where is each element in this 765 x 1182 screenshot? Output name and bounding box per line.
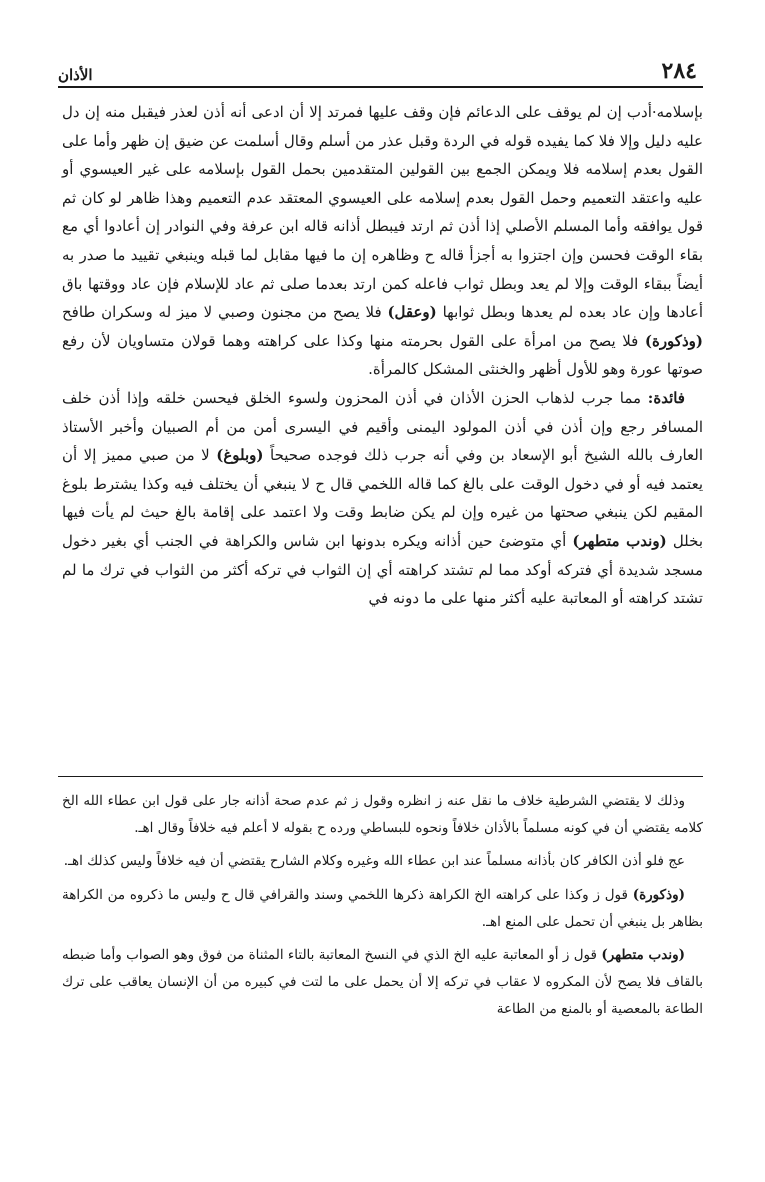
footnote-text: قول ز أو المعاتبة عليه الخ الذي في النسخ المعاتبة بالتاء المثناة من فوق وهو الصواب وأما ضبطه بالقاف فلا يصح لأن المكروه لا عقاب في تركه إلا أن يحمل على ما لتت في كبيره من أن الإنسان يعاقب على ترك الطاعة بالمعصية أو بالمنع من الطاعة [62,947,703,1018]
text-run: أي متوضئ حين أذانه ويكره بدونها ابن شاس والكراهة في الجنب أي بغير دخول مسجد شديدة أي فتركه أوكد مما لم تشتد كراهته أي إن الثواب في تركه أكثر من الثواب في ترك ما لم تشتد كراهته أو المعاتبة عليه أكثر منها على ما دونه في [62,531,703,608]
faida-label: فائدة: [647,388,685,407]
main-text [62,98,703,613]
footnote [62,942,703,1024]
text-run: فلا يصح من مجنون وصبي لا ميز له وسكران طافح [62,303,382,322]
footnote [62,882,703,936]
footnote-keyword: (وذكورة) [632,886,686,903]
keyword-nadb: (وندب متطهر) [572,531,667,550]
header-rule [58,86,703,88]
text-run: بإسلامه·أدب إن لم يوقف على الدعائم فإن وقف عليها فمرتد إلا أن ادعى أنه أذن لعذر فيقبل منه إن دل عليه دليل وإلا فلا كما يفيده قوله في الردة وقبل عذر من أسلم وقال أسلمت عن ضيق إن ظهر وأما على القول بعدم إسلامه فلا ويمكن الجمع بين القولين المتقدمين بحمل القول بإسلامه على غير العيسوي أو عليه واعتقد التعميم وحمل القول بعدم إسلامه على العيسوي المعتقد عدم التعميم وهذا ظاهر لو كان ثم قول يوافقه وأما المسلم الأصلي إذا أذن ثم ارتد فيبطل أذانه قاله ابن عرفة وفي النوادر إن أعادوا أي مع بقاء الوقت فحسن وإن اجتزوا به أجزأ قاله ح وظاهره إن ما فيها مقابل لما قبله وينبغي تقييد ما صدر به أيضاً ببقاء الوقت وإلا لم يعد وبطل ثواب فاعله كمن ارتد بعدما صلى ثم عاد للإسلام فإن عاد ووقتها باق أعادها وإن عاد بعده لم يعدها وبطل ثوابها [62,103,703,322]
keyword-dhukura: (وذكورة) [644,331,703,350]
text-run: فلا يصح من امرأة على القول بحرمته منها وكذا على كراهته وهما قولان متساويان لأن رفع صوتها عورة وهو للأول أظهر والخنثى المشكل كالمرأة. [62,331,703,379]
main-paragraph [62,384,703,613]
keyword-aql: (وعقل) [387,303,437,322]
text-run: لا من صبي مميز إلا أن يعتمد فيه أو في دخول الوقت على بالغ كما قاله اللخمي قال ح لا ينبغي أن يختلف فيه وكذا يشترط بلوغ المقيم لكن ينبغي صحتها من غيره وإن لم يكن ضابط وقت ولا اعتمد على إقامة بالغ حيث لم يأت فيها بخلل [62,446,703,550]
footnote-text: قول ز وكذا على كراهته الخ الكراهة ذكرها اللخمي وسند والقرافي قال ح وليس ما ذكروه من الكراهة بظاهر بل ينبغي أن تحمل على المنع اهـ. [62,886,703,930]
main-paragraph [62,98,703,384]
text-run: مما جرب لذهاب الحزن الأذان في أذن المحزون ولسوء الخلق فيحسن خلقه وإذا أذن خلف المسافر رجع وإن أذن في أذن المولود اليمنى وأقيم في اليسرى أمن من أم الصبيان وأخبر الأستاذ العارف بالله الشيخ أبو الإسعاد بن وفي أنه جرب ذلك فوجده صحيحاً [62,388,704,465]
footnotes [62,788,703,1030]
page-number: ٢٨٤ [661,58,697,84]
running-title: الأذان [58,66,93,84]
footnote: عج فلو أذن الكافر كان بأذانه مسلماً عند ابن عطاء الله وغيره وكلام الشارح يقتضي أن فيه خلافاً وليس كذلك اهـ. [63,853,685,870]
keyword-bulugh: (وبلوغ) [216,446,264,465]
footnote: وذلك لا يقتضي الشرطية خلاف ما نقل عنه ز انظره وقول ز ثم عدم صحة أذانه جار على قول ابن عطاء الله الخ كلامه يقتضي أن في كونه مسلماً بالأذان خلافاً ونحوه للبساطي ورده ح بقوله لا أعلم فيه خلافاً وقال اهـ. [62,793,703,837]
page-header [58,58,703,88]
footnote-keyword: (وندب متطهر) [601,947,685,964]
footnote-rule [58,776,703,777]
